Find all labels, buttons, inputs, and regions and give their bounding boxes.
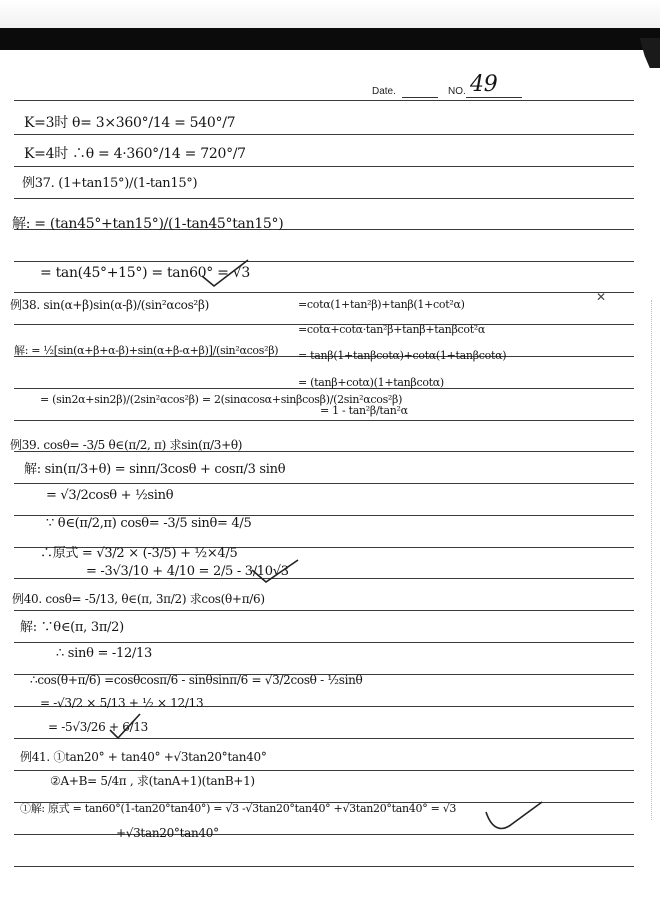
ruled-line [14, 866, 634, 867]
note-line: =cotα+cotα·tan²β+tanβ+tanβcot²α [298, 323, 486, 336]
check-mark-icon [108, 712, 142, 742]
check-mark-icon [484, 800, 544, 834]
note-line: = tan(45°+15°) = tan60° = √3 [40, 265, 250, 281]
note-line: 例37. (1+tan15°)/(1-tan15°) [22, 176, 198, 191]
note-line: = 1 - tan²β/tan²α [320, 404, 408, 417]
date-label: Date. [372, 86, 396, 97]
note-line: = -√3/2 × 5/13 + ½ × 12/13 [40, 696, 204, 710]
note-line: 解: = (tan45°+tan15°)/(1-tan45°tan15°) [12, 216, 284, 232]
note-line: = tanβ(1+tanβcotα)+cotα(1+tanβcotα) [298, 349, 507, 362]
page-edge-speckle [645, 300, 652, 820]
note-line: 解: = ½[sin(α+β+α-β)+sin(α+β-α+β)]/(sin²αcos²β) [14, 344, 279, 357]
note-line: ∵ θ∈(π/2,π) cosθ= -3/5 sinθ= 4/5 [46, 516, 252, 531]
check-mark-icon [250, 556, 300, 586]
notebook-binding-strip [0, 28, 660, 50]
ruled-line [14, 134, 634, 135]
note-line: 例40. cosθ= -5/13, θ∈(π, 3π/2) 求cos(θ+π/6) [12, 592, 265, 606]
margin-x-icon: ✕ [596, 290, 607, 304]
note-line: = (tanβ+cotα)(1+tanβcotα) [298, 376, 444, 389]
note-line: 解: ∵θ∈(π, 3π/2) [20, 620, 124, 635]
ruled-line [14, 738, 634, 739]
ruled-line [14, 420, 634, 421]
note-line: = -5√3/26 + 6/13 [48, 720, 148, 734]
no-underline [466, 97, 522, 98]
note-line: = (sin2α+sin2β)/(2sin²αcos²β) = 2(sinαcosα+sinβcosβ)/(2sin²αcos²β) [40, 393, 403, 406]
ruled-line [14, 292, 634, 293]
ruled-line [14, 610, 634, 611]
no-label: NO. [448, 86, 466, 97]
check-mark-icon [200, 258, 250, 288]
ruled-line [14, 483, 634, 484]
note-line: ①解: 原式 = tan60°(1-tan20°tan40°) = √3 -√3tan20°tan40° +√3tan20°tan40° = √3 [20, 802, 457, 815]
note-line: K=4时 ∴θ = 4·360°/14 = 720°/7 [24, 146, 246, 162]
note-line: ∴原式 = √3/2 × (-3/5) + ½×4/5 [40, 546, 238, 561]
note-line: 例41. ①tan20° + tan40° +√3tan20°tan40° [20, 750, 267, 764]
note-line: 例38. sin(α+β)sin(α-β)/(sin²αcos²β) [10, 298, 209, 312]
note-line: =cotα(1+tan²β)+tanβ(1+cot²α) [298, 298, 465, 311]
note-line: ∴cos(θ+π/6) =cosθcosπ/6 - sinθsinπ/6 = √3/2cosθ - ½sinθ [30, 673, 363, 687]
ruled-line [14, 642, 634, 643]
note-line: = √3/2cosθ + ½sinθ [46, 488, 174, 503]
ruled-line [14, 834, 634, 835]
page-number: 49 [470, 72, 498, 97]
ruled-line [14, 166, 634, 167]
ruled-line [14, 198, 634, 199]
note-line: = -3√3/10 + 4/10 = 2/5 - 3/10√3 [86, 564, 289, 579]
note-line: K=3时 θ= 3×360°/14 = 540°/7 [24, 115, 236, 131]
note-line: ∴ sinθ = -12/13 [56, 646, 152, 661]
ruled-line [14, 770, 634, 771]
page-top-shadow [0, 0, 660, 28]
note-line: 例39. cosθ= -3/5 θ∈(π/2, π) 求sin(π/3+θ) [10, 438, 243, 452]
note-line: +√3tan20°tan40° [116, 826, 219, 840]
ruled-line [14, 100, 634, 101]
note-line: ②A+B= 5/4π , 求(tanA+1)(tanB+1) [50, 774, 255, 788]
ruled-line [14, 261, 634, 262]
date-underline [402, 97, 438, 98]
note-line: 解: sin(π/3+θ) = sinπ/3cosθ + cosπ/3 sinθ [24, 462, 286, 477]
